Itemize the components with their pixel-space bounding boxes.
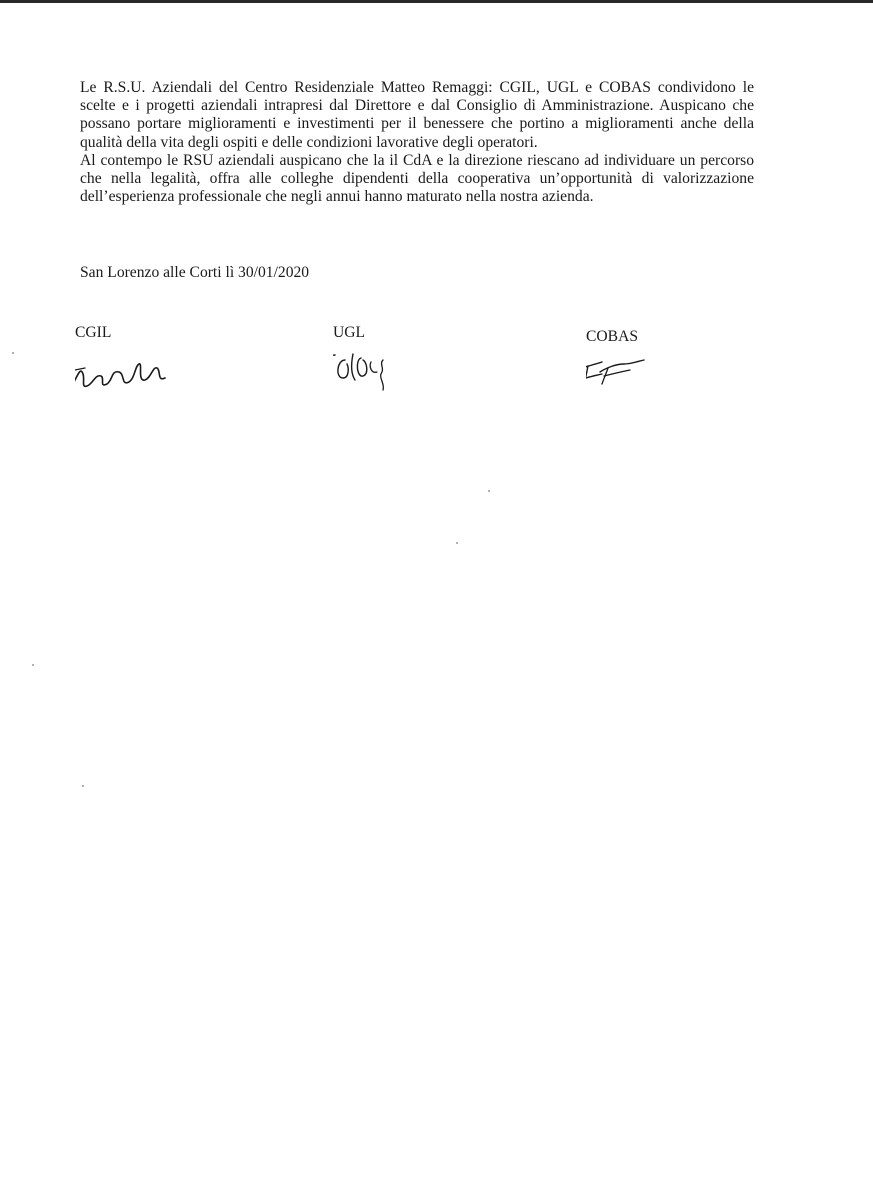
place-date: San Lorenzo alle Corti lì 30/01/2020 <box>80 264 310 281</box>
signature-block-cgil <box>75 324 235 404</box>
handwritten-signature-ugl <box>333 344 453 404</box>
signatory-label-ugl: UGL <box>333 324 366 341</box>
handwritten-signature-cgil <box>75 344 215 404</box>
signature-block-cobas <box>586 328 746 408</box>
scan-top-edge <box>0 0 873 3</box>
paragraph-2: Al contempo le RSU aziendali auspicano che la il CdA e la direzione riescano ad individuare un percorso che nella legalità, offra alle colleghe dipendenti della cooperativa un’opportunità di valorizzazione dell’esperienza professionale che negli annui hanno maturato nella nostra azienda. <box>80 151 754 206</box>
signature-block-ugl <box>333 324 493 404</box>
scan-speck <box>456 542 458 544</box>
letter-body <box>80 79 754 206</box>
scan-speck <box>12 352 14 354</box>
signatory-label-cobas: COBAS <box>586 328 638 345</box>
paragraph-1: Le R.S.U. Aziendali del Centro Residenziale Matteo Remaggi: CGIL, UGL e COBAS condividono le scelte e i progetti aziendali intrapresi dal Direttore e dal Consiglio di Amministrazione. Auspicano che possano portare miglioramenti e investimenti per il benessere che portino a miglioramenti anche della qualità della vita degli ospiti e delle condizioni lavorative degli operatori. <box>80 79 754 151</box>
scan-speck <box>488 490 490 492</box>
signatory-label-cgil: CGIL <box>75 324 112 341</box>
handwritten-signature-cobas <box>586 348 706 408</box>
scan-speck <box>82 785 84 787</box>
scan-speck <box>32 664 34 666</box>
